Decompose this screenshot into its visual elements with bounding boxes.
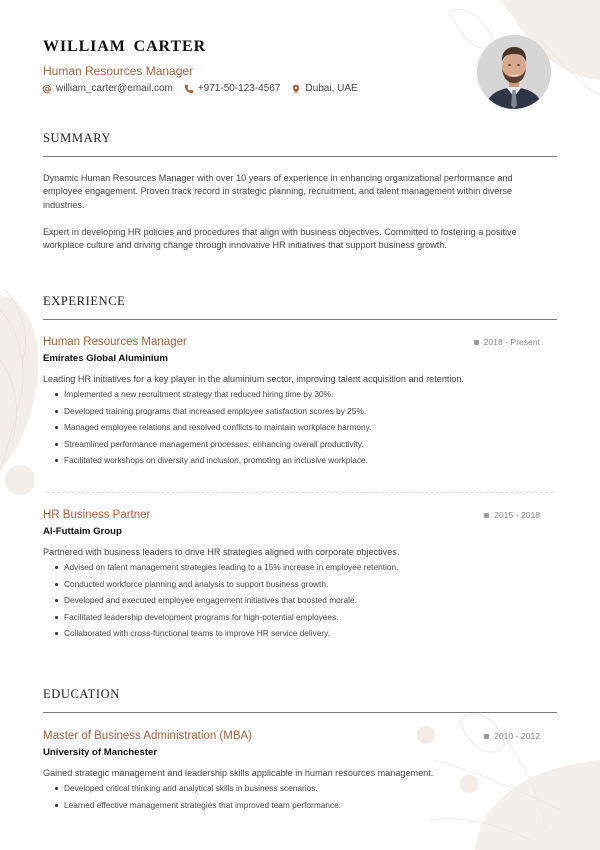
- bullet-item: [43, 592, 543, 609]
- bullet-dot-icon: [55, 459, 58, 462]
- summary-paragraph-1: Dynamic Human Resources Manager with over 10 years of experience in enhancing organizational performance and employee engagement. Proven track record in strategic planning, recruitment, and talent management within diverse industries.: [43, 173, 513, 210]
- bullet-dot-icon: [55, 632, 58, 635]
- bullet-text: Advised on talent management strategies leading to a 15% increase in employee retention.: [64, 562, 399, 572]
- bullet-dot-icon: [55, 583, 58, 586]
- bullet-text: Conducted workforce planning and analysis to support business growth.: [64, 578, 329, 589]
- bullet-dot-icon: [55, 566, 58, 569]
- entry-organization: Emirates Global Aluminium: [43, 353, 168, 364]
- education-heading: EDUCATION: [43, 687, 120, 701]
- entry-bullets: [43, 386, 543, 469]
- phone-text: +971-50-123-4567: [197, 83, 281, 94]
- entry-description: Leading HR initiatives for a key player in the aluminium sector, improving talent acquisition and retention.: [43, 374, 465, 384]
- bullet-text: Facilitated workshops on diversity and inclusion, promoting an inclusive workplace.: [64, 455, 368, 465]
- entry-degree: Master of Business Administration (MBA): [43, 730, 252, 742]
- summary-heading: SUMMARY: [43, 131, 112, 145]
- experience-heading: EXPERIENCE: [43, 294, 126, 308]
- contact-phone[interactable]: [184, 83, 281, 94]
- map-pin-icon: [291, 84, 301, 94]
- entry-description: Gained strategic management and leadership skills applicable in human resources management.: [43, 768, 434, 778]
- entry-date: [484, 731, 540, 741]
- bullet-dot-icon: [55, 426, 58, 429]
- summary-divider: [43, 156, 557, 157]
- phone-icon: [184, 84, 194, 94]
- calendar-icon: [474, 340, 479, 345]
- calendar-icon: [484, 513, 489, 518]
- contact-location: [291, 83, 357, 94]
- bullet-item: [43, 419, 543, 436]
- bullet-text: Developed critical thinking and analytical skills in business scenarios.: [64, 783, 318, 793]
- entry-job-title: Human Resources Manager: [43, 336, 187, 348]
- person-portrait-icon: [477, 35, 551, 109]
- bullet-text: Streamlined performance management processes, enhancing overall productivity.: [64, 438, 364, 449]
- bullet-item: [43, 625, 543, 642]
- entry-description: Partnered with business leaders to drive HR strategies aligned with corporate objectives.: [43, 547, 400, 557]
- entry-date-text: 2010 - 2012: [494, 731, 540, 741]
- bullet-dot-icon: [55, 804, 58, 807]
- bullet-dot-icon: [55, 616, 58, 619]
- entry-date-text: 2018 - Present: [483, 337, 540, 347]
- entry-date-text: 2015 - 2018: [494, 510, 540, 520]
- bullet-item: [43, 609, 543, 626]
- bullet-item: [43, 436, 543, 453]
- bullet-text: Collaborated with cross-functional teams to improve HR service delivery.: [64, 628, 330, 638]
- contact-info: [42, 83, 369, 94]
- education-entry: [43, 729, 543, 813]
- entry-separator: [47, 492, 553, 493]
- entry-organization: Al-Futtaim Group: [43, 526, 122, 537]
- bullet-dot-icon: [55, 599, 58, 602]
- entry-date: [484, 510, 540, 520]
- bullet-text: Managed employee relations and resolved conflicts to maintain workplace harmony.: [64, 422, 372, 432]
- entry-date: [474, 337, 540, 347]
- education-divider: [43, 712, 557, 713]
- entry-institution: University of Manchester: [43, 747, 158, 758]
- bullet-text: Implemented a new recruitment strategy that reduced hiring time by 30%.: [64, 389, 334, 399]
- bullet-text: Facilitated leadership development programs for high-potential employees.: [64, 611, 339, 622]
- entry-bullets: [43, 780, 543, 813]
- summary-paragraph-2: Expert in developing HR policies and procedures that align with business objectives. Committed to fostering a positive workplace culture and driving change through innovative HR initiatives that support business growth.: [43, 227, 517, 251]
- bullet-dot-icon: [55, 787, 58, 790]
- bullet-item: [43, 576, 543, 593]
- bullet-text: Developed training programs that increased employee satisfaction scores by 25%.: [64, 405, 367, 416]
- bullet-item: [43, 559, 543, 576]
- bullet-text: Learned effective management strategies that improved team performance.: [64, 799, 342, 810]
- entry-bullets: [43, 559, 543, 642]
- candidate-title: Human Resources Manager: [43, 64, 194, 78]
- bullet-item: [43, 780, 543, 797]
- bullet-dot-icon: [55, 393, 58, 396]
- location-text: Dubai, UAE: [305, 83, 358, 94]
- bullet-dot-icon: [55, 443, 58, 446]
- bullet-item: [43, 452, 543, 469]
- experience-entry: [43, 508, 543, 642]
- contact-email[interactable]: [42, 83, 173, 94]
- bullet-item: [43, 797, 543, 814]
- bullet-dot-icon: [55, 410, 58, 413]
- bullet-item: [43, 403, 543, 420]
- at-icon: [42, 84, 52, 94]
- experience-entry: [43, 335, 543, 469]
- calendar-icon: [484, 734, 489, 739]
- candidate-name: WILLIAM CARTER: [43, 38, 207, 55]
- bullet-item: [43, 386, 543, 403]
- experience-divider: [43, 319, 557, 320]
- entry-job-title: HR Business Partner: [43, 509, 151, 521]
- bullet-text: Developed and executed employee engagement initiatives that boosted morale.: [64, 595, 357, 605]
- profile-photo: [477, 35, 551, 109]
- email-text: william_carter@email.com: [56, 83, 173, 94]
